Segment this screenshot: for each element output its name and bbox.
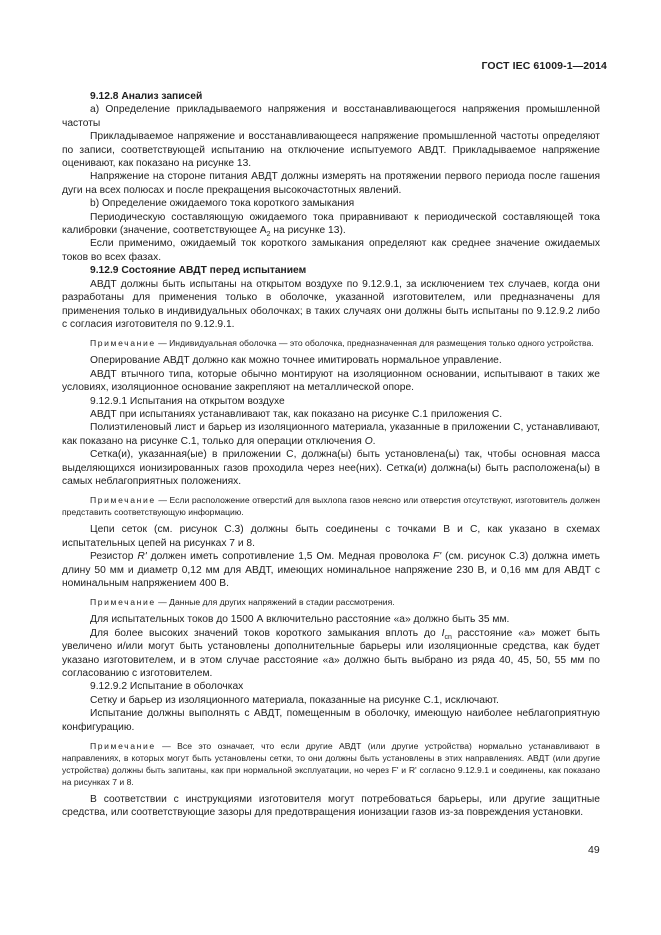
document-body [62, 90, 600, 820]
paragraph: В соответствии с инструкциями изготовителя могут потребоваться барьеры, или другие защитные средства, или соответствующие зазоры для предотвращения ионизации газов из-за повреждения установки. [62, 794, 600, 819]
note: Примечание — Все это означает, что если другие АВДТ (или другие устройства) нормально устанавливают в направлениях, в которых могут быть установлены сетки, то они должны быть установлены в этих направлениях. АВДТ (или другие устройства) должны быть запитаны, как при нормальной эксплуатации, но через F' и R' согласно 9.12.9.1 и соединены, как показано на рисунках 7 и 8. [62, 741, 600, 788]
paragraph: b) Определение ожидаемого тока короткого замыкания [90, 198, 355, 210]
paragraph: Прикладываемое напряжение и восстанавливающееся напряжение промышленной частоты определяют по записи, соответствующей испытанию на отключение испытуемого АВДТ. Прикладываемое напряжение оценивают, как показано на рисунке 13. [62, 131, 600, 170]
paragraph: Резистор R' должен иметь сопротивление 1,5 Ом. Медная проволока F' (см. рисунок С.3) должна иметь длину 50 мм и диаметр 0,12 мм для АВДТ, имеющих номинальное напряжение 230 В, и 0,16 мм для АВДТ с номинальным напряжением 400 В. [62, 551, 600, 589]
heading-9-12-9: 9.12.9 Состояние АВДТ перед испытанием [90, 265, 307, 277]
paragraph: Для более высоких значений токов короткого замыкания вплоть до $I_{cn}$ расстояние «а» может быть увеличено и/или могут быть установлены дополнительные барьеры или изоляционные средства, как будет указано изготовителем, и в этом случае расстояние «а» должно быть выбрано из ряда 40, 45, 50, 55 мм по согласованию с изготовителем. [62, 627, 600, 680]
paragraph: Испытание должны выполнять с АВДТ, помещенным в оболочку, имеющую наиболее неблагоприятную конфигурацию. [62, 708, 600, 733]
paragraph: Сетка(и), указанная(ые) в приложении С, должна(ы) быть установлена(ы) так, чтобы основная масса выделяющихся ионизированных газов проходила через нее(них). Сетка(и) должна(ы) быть расположена(ы) в самых неблагоприятных положениях. [62, 449, 600, 487]
paragraph: Напряжение на стороне питания АВДТ должны измерять на протяжении первого периода после гашения дуги на всех полюсах и после прекращения высокочастотных явлений. [62, 171, 600, 196]
note: Примечание — Индивидуальная оболочка — это оболочка, предназначенная для размещения только одного устройства. [90, 338, 594, 349]
paragraph: Сетку и барьер из изоляционного материала, показанные на рисунке С.1, исключают. [90, 694, 499, 706]
paragraph: Цепи сеток (см. рисунок С.3) должны быть соединены с точками В и С, как указано в схемах испытательных цепей на рисунках 7 и 8. [62, 524, 600, 549]
document-header: ГОСТ IEC 61009-1—2014 [481, 60, 607, 72]
paragraph: АВДТ должны быть испытаны на открытом воздухе по 9.12.9.1, за исключением тех случаев, когда они разработаны для применения только в оболочке, указанной изготовителем, или предназначены для применения только в индивидуальных оболочках; в таких случаях они должны быть испытаны по 9.12.9.2 либо с согласия изготовителя по 9.12.9.1. [62, 278, 600, 330]
paragraph: Полиэтиленовый лист и барьер из изоляционного материала, указанные в приложении С, устанавливают, как показано на рисунке С.1, только для операции отключения О. [62, 422, 600, 447]
paragraph: Оперирование АВДТ должно как можно точнее имитировать нормальное управление. [90, 355, 502, 367]
heading-9-12-8: 9.12.8 Анализ записей [90, 91, 203, 102]
note: Примечание — Если расположение отверстий для выхлопа газов неясно или отверстия отсутствуют, изготовитель должен представить соответствующую информацию. [62, 495, 600, 518]
note: Примечание — Данные для других напряжений в стадии рассмотрения. [90, 597, 395, 608]
heading-9-12-9-1: 9.12.9.1 Испытания на открытом воздухе [90, 395, 285, 407]
paragraph: Если применимо, ожидаемый ток короткого замыкания определяют как среднее значение ожидаемых токов во всех фазах. [62, 238, 600, 263]
paragraph: АВДТ втычного типа, которые обычно монтируют на изоляционном основании, испытывают в таких же условиях, изоляционное основание закрепляют на металлической опоре. [62, 368, 600, 394]
page-number: 49 [588, 844, 600, 856]
heading-9-12-9-2: 9.12.9.2 Испытание в оболочках [90, 681, 244, 693]
paragraph: Периодическую составляющую ожидаемого тока приравнивают к периодической составляющей тока калибровки (значение, соответствующее $А_2$ на рисунке 13). [62, 211, 600, 239]
paragraph: Для испытательных токов до 1500 А включительно расстояние «а» должно быть 35 мм. [90, 614, 510, 626]
paragraph: АВДТ при испытаниях устанавливают так, как показано на рисунке С.1 приложения С. [90, 408, 503, 420]
paragraph: а) Определение прикладываемого напряжения и восстанавливающегося напряжения промышленной частоты [62, 104, 600, 129]
